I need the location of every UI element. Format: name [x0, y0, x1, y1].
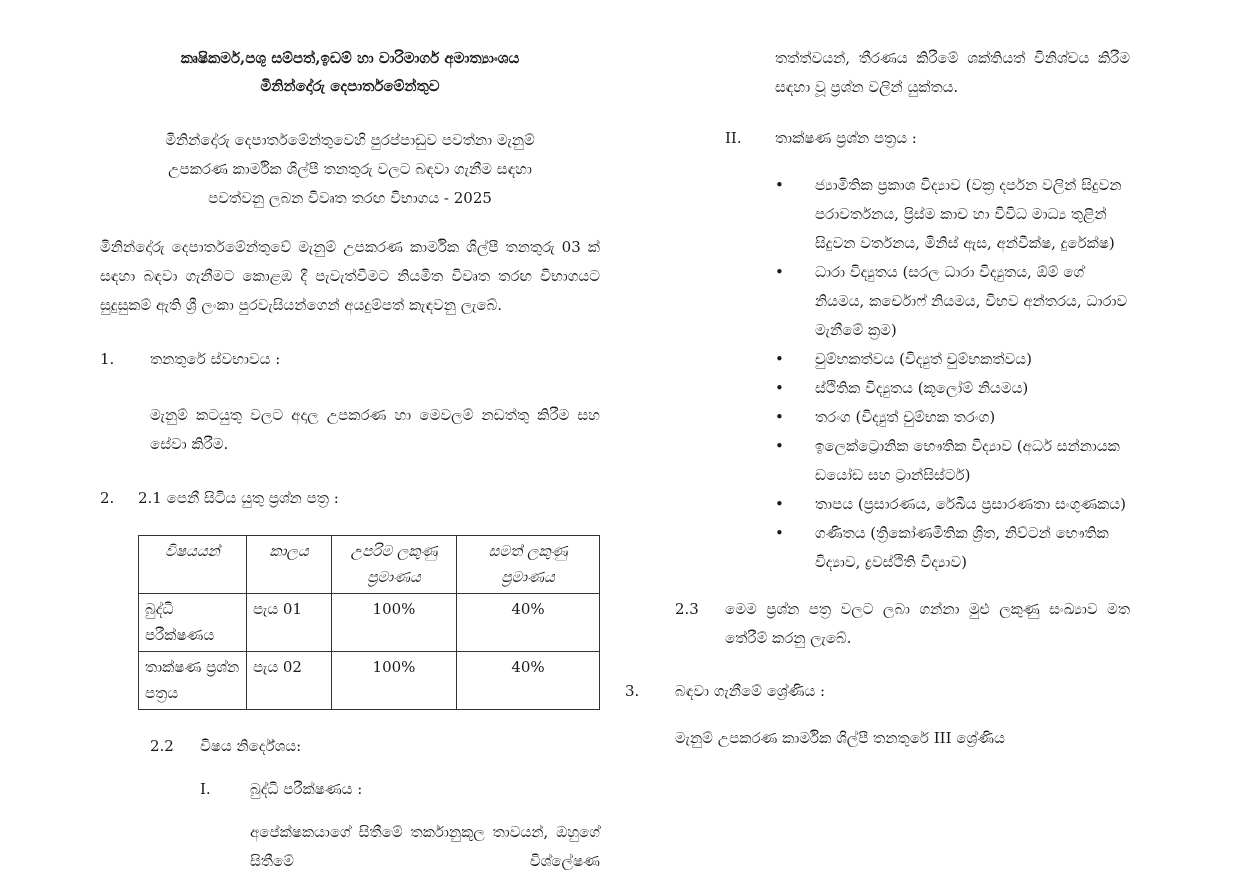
- table-cell: 40%: [457, 652, 600, 710]
- bullet-icon: •: [775, 176, 784, 194]
- section-1-title: තනතුරේ ස්වභාවය :: [150, 350, 281, 368]
- table-header-row: [139, 536, 600, 594]
- table-cell: බුද්ධි පරීක්ෂණය: [139, 594, 247, 652]
- list-item: • ස්ථිතික විද්‍යුතය (කූලෝම් නියමය): [815, 374, 1130, 403]
- right-column: [625, 44, 1130, 753]
- bullet-icon: •: [775, 350, 784, 368]
- section-1: [100, 345, 600, 459]
- exam-papers-table: [138, 535, 600, 710]
- section-2-3: [625, 595, 1130, 653]
- syllabus-item-1: [100, 775, 600, 804]
- bullet-icon: •: [775, 379, 784, 397]
- list-item: • ජ්‍යාමිතික ප්‍රකාශ විද්‍යාව (වක්‍ර දර්පන වලින් සිදුවන පරාවර්තනය, ප්‍රිස්ම කාච හා විවිධ මාධ්‍ය තුළින් සිදුවන වර්තනය, මිනිස් ඇස, අන්වීක්ෂ, දුරේක්ෂ): [815, 171, 1130, 258]
- subtitle-line-1: මිනින්දෝරු දෙපාර්තමේන්තුවෙහි පුරප්පාඩුව පවත්නා මැනුම්: [165, 131, 535, 149]
- section-2-3-text: මෙම ප්‍රශ්න පත්‍ර වලට ලබා ගන්නා මුළු ලකුණු සංඛ්‍යාව මත තේරීම් කරනු ලැබේ.: [725, 600, 1130, 647]
- list-item: • ධාරා විද්‍යුතය (සරල ධාරා විද්‍යුතය, ඕම් ගේ නියමය, කර්චොෆ් නියමය, විභව අන්තරය, ධාරාව මැනීමේ ක්‍රම): [815, 258, 1130, 345]
- section-2: [100, 484, 600, 876]
- syllabus-item-1-body-continued: තත්ත්වයන්, තීරණය කිරීමේ ශක්තියත් විනිශ්චය කිරීම සඳහා වූ ප්‍රශ්න වලින් යුක්තය.: [775, 49, 1130, 96]
- section-2-2-number: 2.2: [150, 737, 174, 755]
- left-column: [100, 44, 600, 876]
- section-2-1-title: 2.1 පෙනී සිටිය යුතු ප්‍රශ්න පත්‍ර :: [138, 489, 339, 507]
- table-cell: 100%: [332, 594, 457, 652]
- section-3: [625, 677, 1130, 753]
- table-cell: පැය 01: [247, 594, 332, 652]
- subtitle-line-2: උපකරණ කාර්මික ශිල්පී තනතුරු වලට බඳවා ගැනීම සඳහා: [168, 160, 532, 178]
- section-3-title: බඳවා ගැනීමේ ශ්‍රේණිය :: [675, 682, 826, 700]
- bullet-icon: •: [775, 263, 784, 281]
- table-row: [139, 594, 600, 652]
- section-1-number: 1.: [100, 350, 115, 368]
- subtitle-line-3: පවත්වනු ලබන විවෘත තරඟ විභාගය - 2025: [208, 189, 492, 207]
- section-3-body: මැනුම් උපකරණ කාර්මික ශිල්පී තනතුරේ III ශ්‍රේණිය: [675, 729, 1005, 747]
- bullet-icon: •: [775, 437, 784, 455]
- table-header-max-marks: උපරිම ලකුණු ප්‍රමාණය: [332, 536, 457, 594]
- list-item: • තරංග (විද්‍යුත් චුම්භක තරංග): [815, 403, 1130, 432]
- list-item: • ගණිතය (ත්‍රිකෝණමිතික ශ්‍රිත, නිව්ටන් භෞතික විද්‍යාව, ද්‍රවස්ථිති විද්‍යාව): [815, 519, 1130, 577]
- table-cell: 40%: [457, 594, 600, 652]
- bullet-icon: •: [775, 524, 784, 542]
- section-3-number: 3.: [625, 682, 640, 700]
- exam-subtitle: [100, 126, 600, 213]
- list-item: • ඉලෙක්ට්‍රොනික භෞතික විද්‍යාව (අර්ධ සන්නායක ඩයෝඩ සහ ට්‍රාන්සිස්ටර්): [815, 432, 1130, 490]
- syllabus-item-2-numeral: II.: [725, 129, 742, 147]
- table-header-duration: කාලය: [247, 536, 332, 594]
- syllabus-item-1-numeral: I.: [200, 780, 211, 798]
- section-2-2: [100, 732, 600, 761]
- intro-paragraph: මිනින්දෝරු දෙපාර්තමේන්තුවේ මැනුම් උපකරණ කාර්මික ශිල්පී තනතුරු 03 ක් සඳහා බඳවා ගැනීමට කොළඹ දී පැවැත්වීමට නියමිත විවෘත තරඟ විභාගයට සුදුසුකම් ඇති ශ්‍රී ලංකා පුරවැසියන්ගෙන් අයදුම්පත් කැඳවනු ලැබේ.: [100, 238, 600, 314]
- technical-topics-list: [625, 171, 1130, 577]
- syllabus-item-2: [625, 124, 1130, 153]
- section-1-body: මැනුම් කටයුතු වලට අදාල උපකරණ හා මෙවලම් නඩත්තු කිරීම සහ සේවා කිරීම.: [150, 406, 600, 453]
- syllabus-item-1-title: බුද්ධි පරීක්ෂණය :: [250, 780, 363, 798]
- table-cell: 100%: [332, 652, 457, 710]
- syllabus-item-1-body: අපේක්ෂකයාගේ සිතීමේ තර්කානුකූල තාවයන්, ඔහුගේ සිතීමේ විශ්ලේෂණ: [250, 823, 600, 870]
- table-header-subjects: විෂයයන්: [139, 536, 247, 594]
- table-row: [139, 652, 600, 710]
- section-2-number: 2.: [100, 489, 115, 507]
- list-item: • චුම්භකත්වය (විද්‍යුත් චුම්භකත්වය): [815, 345, 1130, 374]
- list-item: • තාපය (ප්‍රසාරණය, රේඛීය ප්‍රසාරණතා සංගුණකය): [815, 490, 1130, 519]
- bullet-icon: •: [775, 495, 784, 513]
- bullet-icon: •: [775, 408, 784, 426]
- table-cell: තාක්ෂණ ප්‍රශ්න පත්‍රය: [139, 652, 247, 710]
- table-header-pass-marks: සමත් ලකුණු ප්‍රමාණය: [457, 536, 600, 594]
- table-cell: පැය 02: [247, 652, 332, 710]
- section-2-3-number: 2.3: [675, 600, 699, 618]
- section-2-2-title: විෂය නිර්දේශය:: [200, 737, 302, 755]
- ministry-title: කෘෂිකර්ම,පශු සම්පත්,ඉඩම් හා වාරිමාර්ග අමාත්‍යාංශය: [180, 49, 520, 67]
- syllabus-item-2-title: තාක්ෂණ ප්‍රශ්න පත්‍රය :: [775, 129, 917, 147]
- department-title: මිනින්දෝරු දෙපාර්තමේන්තුව: [260, 77, 440, 95]
